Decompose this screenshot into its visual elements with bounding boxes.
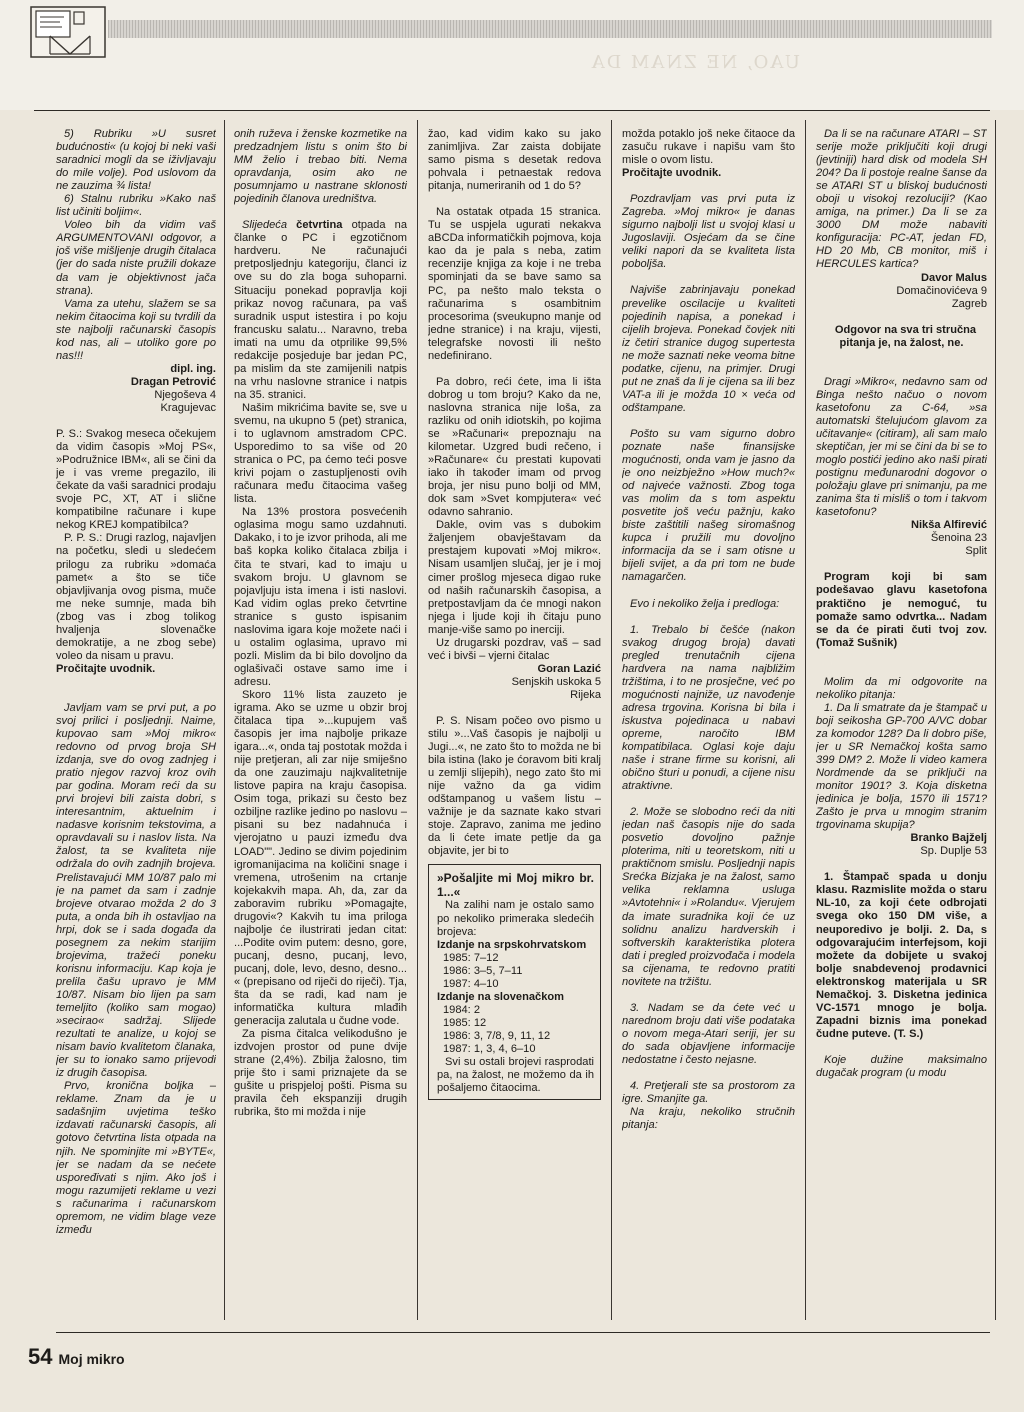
top-rule (34, 110, 990, 111)
box-year-line: 1986: 3–5, 7–11 (443, 964, 523, 977)
box-year-line: 1985: 7–12 (443, 951, 499, 964)
box-year-line: 1985: 12 (443, 1016, 487, 1029)
signature-name: Nikša Alfirević (910, 519, 987, 532)
column-divider (611, 120, 612, 1320)
signature-name: Goran Lazić (537, 662, 601, 675)
postscript: P. P. S.: Drugi razlog, najavljen na početku, sledi u sledećem prilogu za rubriku »domaća pamet« a što se tiče objavljivanja ovog pisma, muče me neke sumnje, mada bih (zbog vas i zbog tolikog hvaljenja slovenačke demokratije, a ne zbog sebe) voleo da nisam u pravu. (56, 532, 216, 662)
paragraph: Na ostatak otpada 15 stranica. Tu se uspjela ugurati nekakva aBCDa informatičkih pojmova, koja kao da je pala s neba, zatim recenzije knjiga za koje i ne treba spominjati da se bave samo sa PC, pa nešto malo teksta o računarima s osambitnim procesorima (sveukupno manje od jedne stranice) i na kraju, vijesti, telegrafske novosti ili nešto nedefinirano. (428, 206, 601, 362)
signature-street: Domačinovićeva 9 (896, 284, 987, 297)
paragraph: Na kraju, nekoliko stručnih pitanja: (622, 1106, 795, 1132)
editor-reply: Program koji bi sam podešavao glavu kasetofona praktično je nemoguć, tu pomaže samo odvrtka... Nadam se da će pirati čuti tvoj zov. (Tomaž Sušnik) (816, 571, 987, 649)
column-4 (622, 128, 795, 1340)
signature-name: Branko Bajželj (910, 832, 987, 845)
column-divider (805, 120, 806, 1320)
paragraph: Pa dobro, reći ćete, ima li išta dobrog u tom broju? Kako da ne, naslovna stranica nije loša, za razliku od onih idiotskih, po kojima se »Računari« prepoznaju na kilometar. Uzgred budi rečeno, i »Računare« ću prestati kupovati iako ih također imam od prvog broja, jer nisu puno bolji od MM, dok sam »Svet kompjutera« već odavno sahranio. (428, 375, 601, 519)
signature-city: Zagreb (951, 297, 987, 310)
paragraph: Dragi »Mikro«, nedavno sam od Binga nešto načuo o novom kasetofonu za C-64, »sa automatski štelujućom glavom za učitavanje« (citiram), ali sam malo skeptičan, jer mi se čini da bi se to moglo postići jedino ako naši pirati postignu međunarodni dogovor o položaju glave pri snimanju, pa me zanima šta ti misliš o tom i takvom kasetofonu? (816, 375, 987, 519)
page-folio (28, 1344, 125, 1370)
editor-reply: Pročitajte uvodnik. (56, 662, 156, 675)
signature-name: Dragan Petrović (130, 375, 216, 388)
postscript: P. S.: Svakog meseca očekujem da vidim časopis »Moj PS«, »Podružnice IBM«, ali se čini da je i vas vreme pregazilo, ili čekate da vaši saradnici prodaju svoje PC, XT, AT i slične kompatibilne računare i kupe nekog KREJ kompatibilca? (56, 428, 216, 532)
signature-street: Sp. Duplje 53 (920, 845, 987, 858)
bottom-rule (56, 1332, 990, 1333)
signature-city: Kragujevac (160, 401, 216, 414)
paragraph: Skoro 11% lista zauzeto je igrama. Ako se uzme u obzir broj čitalaca tipa »...kupujem vaš časopis jer ima najbolje prikaze igara...«, onda taj postotak možda i nije pretjeran, ali zar nije smiješno da one zauzimaju najkvalitetnije listove papira na kraju časopisa. Osim toga, prikazi su često bez ozbiljne razlike jedino po naslovu – pisani su bez nadahnuća i vjerojatno u pauzi između dva LOAD"". Jedino se divim pojedinim igromanijacima na količini snage i vremena, utrošenim na crtanje kojekakvih mapa. Ah, da, zar da zaboravim rubriku »Pomagajte, drugovi«? Kakvih tu ima priloga najbolje će ilustrirati jedan citat: ...Podite ovim putem: desno, gore, pucanj, desno, pucanj, levo, pucanj, dole, levo, desno, desno... « (prepisano od riječi do riječi). Tja, šta da se radi, kad nam je informatička kultura mlađih generacija zalutala u čudne vode. (234, 688, 407, 1028)
paragraph: 1. Trebalo bi češće (nakon svakog drugog broja) davati pregled trenutačnih cijena hardvera na nama najbližim tržištima, i to ne prosječne, već po mogućnosti najniže, uz navođenje adresa trgovina. Korisna bi bila i iskustva pojedinaca u nabavi opreme, naročito IBM kompatibilaca. Oglasi koje daju naše i strane firme su korisni, ali obično šturi u ponudi, a cijene nisu atraktivne. (622, 623, 795, 793)
paragraph: onih ruževa i ženske kozmetike na predzadnjem listu s onim što bi MM želio i trebao biti. Nema opravdanja, osim ako ne posumnjamo u nastrane sklonosti pojedinih članova uredništva. (234, 128, 407, 206)
paragraph: možda potaklo još neke čitaoce da zasuču rukave i napišu vam što misle o ovom listu. (622, 128, 795, 167)
column-3 (428, 128, 601, 1340)
paragraph: Koje dužine maksimalno dugačak program (u modu (816, 1053, 987, 1079)
signature-street: Njegoševa 4 (154, 388, 216, 401)
box-year-line: 1987: 4–10 (443, 977, 499, 990)
paragraph: Za pisma čitalca velikodušno je izdvojen prostor od pune dvije strane (2,4%). Zbilja žalosno, tim prije što i sami priznajete da se gušite u prispjeloj pošti. Pisma su pravila čeh ekspanziji drugih rubrika, što mi možda i nije (234, 1028, 407, 1119)
back-issues-box (428, 864, 601, 1100)
column-5 (816, 128, 987, 1340)
editor-reply: 1. Štampač spada u donju klasu. Razmislite možda o staru NL-10, za koji ćete odbrojati svega oko 150 DM više, a neuporedivo je bolji. 2. Da, s odgovarajućim interfejsom, koji možete da dobijete u svakoj bolje snabdevenoj prodavnici elektronskog materijala u SR Nemačkoj. 3. Disketna jedinica VC-1571 mnogo je bolja. Zapadni biznis ima ponekad čudne puteve. (T. S.) (816, 871, 987, 1040)
signature-street: Senjskih uskoka 5 (511, 675, 601, 688)
box-year-line: 1987: 1, 3, 4, 6–10 (443, 1043, 536, 1055)
box-title: »Pošaljite mi Moj mikro br. 1...« (437, 871, 594, 900)
signature-name: Davor Malus (921, 271, 987, 284)
paragraph: žao, kad vidim kako su jako zanimljiva. Zar zaista dobijate samo pisma s desetak redova pohvala i petnaestak redova pitanja, numeriranih od 1 do 5? (428, 128, 601, 193)
column-divider (995, 120, 996, 1320)
paragraph: Vama za utehu, slažem se sa nekim čitaocima koji su tvrdili da ste najbolji računarski časopis kod nas, ali – utoliko gore po nas!!! (56, 297, 216, 362)
header-stripe (108, 20, 992, 38)
paragraph: Slijedeća četvrtina otpada na članke o PC i egzotičnom hardveru. Ne računajući pretposljednju kategoriju, članci iz ove su do zla boga suhoparni. Situaciju ponekad popravlja koji prikaz novog računara, pa vaš suradnik usput istestira i po koju francusku salatu... Naravno, treba imati na umu da otprilike 99,5% redakcije posjeduje bar jedan PC, pa mislim da ste zamijenili natpis na vrhu naslovne stranice i natpis na 35. stranici. (234, 219, 407, 401)
paragraph: 3. Nadam se da ćete već u narednom broju dati više podataka o novom mega-Atari seriji, jer su do sada objavljene informacije nedostatne i često nejasne. (622, 1001, 795, 1066)
paragraph: Voleo bih da vidim vaš ARGUMENTOVANI odgovor, a još više mišljenje drugih čitalaca (jer do sada niste pružili dokaze da vam je objektivnost jača strana). (56, 219, 216, 297)
editor-reply: Odgovor na sva tri stručna pitanja je, na žalost, ne. (834, 323, 977, 349)
paragraph: Evo i nekoliko želja i predloga: (630, 597, 780, 610)
paragraph: Na 13% prostora posvećenih oglasima mogu samo uzdahnuti. Dakako, i to je izvor prihoda, ali me baš kopka koliko čitalaca zbilja i čita te stvari, kad to imaju u svakom broju. U glavnom se pojavljuju ista imena i isti naslovi. Kad vidim oglas preko četvrtine stranice s gusto ispisanim naslovima igara koje možete naći i u ostalim oglasima, upravo mi pozli. Mislim da bi bilo dovoljno da oglašivači ostave samo ime i adresu. (234, 506, 407, 688)
column-divider (224, 120, 225, 1320)
paragraph: Prvo, kronična boljka – reklame. Znam da je u sadašnjim uvjetima teško izdavati računarski časopis, ali gotovo četvrtina lista otpada na njih. Ne spominjite mi »BYTE«, jer se nadam da se nećete uspoređivati s njim. Ako još i mogu razumijeti reklame u vezi s računarima i računarskom opremom, ne vidim blage veze između (56, 1080, 216, 1236)
column-divider (417, 120, 418, 1320)
paragraph: Uz drugarski pozdrav, vaš – sad već i bivši – vjerni čitalac (428, 636, 601, 662)
paragraph: 2. Može se slobodno reći da niti jedan naš časopis nije do sada posvetio dovoljno pažnje ploterima, niti u teoretskom, niti u praktičnom smislu. Posljednji napis Srećka Bizjaka je na žalost, samo velika reklamna usluga »Avtotehni« i »Rolandu«. Vjerujem da imate suradnika koji će uz solidnu analizu hardverskih i softverskih karakteristika plotera dati i pregled proizvođača i modela sa cijenama, te redovno pratiti novitete na tržištu. (622, 806, 795, 988)
paragraph: 4. Pretjerali ste sa prostorom za igre. Smanjite ga. (622, 1080, 795, 1106)
envelope-letter-icon (30, 6, 106, 58)
editor-reply: Pročitajte uvodnik. (622, 167, 722, 180)
paragraph: Javljam vam se prvi put, a po svoj prilici i posljednji. Naime, kupovao sam »Moj mikro« redovno od prvog broja SH izdanja, sve do ovog zadnjeg i pratio njegov razvoj kroz ovih par godina. Moram reći da su prvi brojevi bili zaista dobri, s interesantnim, aktuelnim i nadasve korisnim tekstovima, a opravdavali su i naslov lista. Na žalost, ta se kvaliteta nije održala do ovih zadnjih brojeva. Prelistavajući MM 10/87 palo mi je na pamet da sam i zadnje brojeve otvarao možda 2 do 3 puta, a onda bih ih ostavljao na hrpi, dok se i sada događa da posegnem za nekim starijim brojevima, tražeći poneku korisnu informaciju. Kap koja je prelila čašu upravo je MM 10/87. Nisam bio lijen pa sam temeljito (koliko sam mogao) »secirao« sadržaj. Slijede rezultati te analize, u kojoj se nisam bavio kvalitetom članaka, jer su to ionako samo prijevodi iz drugih časopisa. (56, 701, 216, 1080)
paragraph: Pošto su vam sigurno dobro poznate naše finansijske mogućnosti, onda vam je jasno da je ono neizbježno »How much?« od najveće važnosti. Zbog toga vas molim da s tom aspektu posvetite još veću pažnju, kako biste zaštitili našeg siromašnog kupca i pružili mu dovoljno informacija da se i sam otisne u bijeli svijet, a da pri tom ne bude namagarčen. (622, 427, 795, 584)
paragraph: Pozdravljam vas prvi puta iz Zagreba. »Moj mikro« je danas sigurno najbolji list u svojoj klasi u Jugoslaviji. Osjećam da se čine veliki napori da se kvaliteta lista poboljša. (622, 193, 795, 271)
box-year-line: 1984: 2 (443, 1003, 481, 1016)
signature-city: Rijeka (570, 688, 601, 701)
paragraph: Da li se na računare ATARI – ST serije može priključiti koji drugi (jevtiniji) hard disk od modela SH 204? Da li postoje realne šanse da se ATARI ST u bliskoj budućnosti oboji u visokoj rezoluciji? (Kao amiga, na primer.) Da li se za 3000 DM može nabaviti konfiguracija: PC-AT, jedan FD, HD 20 Mb, CB monitor, miš i HERCULES kartica? (816, 128, 987, 271)
signature-street: Šenoina 23 (930, 532, 987, 545)
box-year-line: 1986: 3, 7/8, 9, 11, 12 (443, 1029, 551, 1042)
magazine-name: Moj mikro (58, 1351, 125, 1367)
header-title-bleed: UAO, NE ZNAM DA (589, 52, 800, 73)
paragraph: Najviše zabrinjavaju ponekad prevelike oscilacije u kvaliteti pojedinih napisa, a ponekad i cijelih brojeva. Ponekad čovjek niti iz četiri stranice dugog supertesta ne može saznati neke veoma bitne podatke, cijenu, na primjer. Drugi put ne znaš da li je cijena sa ili bez VAT-a ili je možda 10 × veća od odštampane. (622, 284, 795, 414)
column-2 (234, 128, 407, 1340)
postscript: P. S. Nisam počeo ovo pismo u stilu »...Vaš časopis je najbolji u Jugi...«, ne zato što to možda ne bi bila istina (lako je ćoravom biti kralj u zemlji slijepih), nego zato što mi nije važno da ga vidim odštampanog u vašem listu – važnije je da saznate kako stvari stoje. Zapravo, zanima me jedino da li ćete imate petlje da ga objavite, jer bi to (428, 714, 601, 858)
box-intro: Na zalihi nam je ostalo samo po nekoliko primeraka sledećih brojeva: (437, 899, 594, 938)
signature-title: dipl. ing. (170, 362, 216, 375)
box-heading: Izdanje na slovenačkom (437, 990, 565, 1003)
paragraph: 5) Rubriku »U susret budućnosti« (u kojoj bi neki vaši saradnici mogli da se iživljavaju do mile volje). Pod uslovom da ne zauzima ¾ lista! (56, 128, 216, 193)
paragraph: 6) Stalnu rubriku »Kako naš list učiniti boljim«. (56, 193, 216, 219)
signature-city: Split (965, 545, 987, 558)
box-outro: Svi su ostali brojevi rasprodati pa, na žalost, ne možemo da ih pošaljemo čitaocima. (437, 1056, 594, 1095)
page-number: 54 (28, 1344, 53, 1369)
box-heading: Izdanje na srpskohrvatskom (437, 938, 587, 951)
paragraph: Molim da mi odgovorite na nekoliko pitanja: (816, 675, 987, 701)
column-1 (56, 128, 216, 1340)
paragraph: Našim mikrićima bavite se, sve u svemu, na ukupno 5 (pet) stranica, i to uglavnom amstradom CPC. Usporedimo to sa više od 20 stranica o PC, pa ćemo teći posve krivi pojam o zastupljenosti ovih računara među čitaocima vašeg lista. (234, 401, 407, 506)
paragraph: Dakle, ovim vas s dubokim žaljenjem obavještavam da prestajem kupovati »Moj mikro«. Nisam usamljen slučaj, jer je i moj cimer prošlog mjeseca digao ruke od naših računarskih časopisa, a pretpostavljam da će mnogi nakon njega i ljude koji ih čitaju puno manje-više samo po inerciji. (428, 519, 601, 636)
paragraph: 1. Da li smatrate da je štampač u boji seikosha GP-700 A/VC dobar za komodor 128? Da li dobro piše, jer u SR Nemačkoj košta samo 399 DM? 2. Može li video kamera Nordmende da se priključi na monitor 1901? 3. Koja disketna jedinica je bolja, 1570 ili 1571? Zašto je prva u mnogim stranim trgovinama skupija? (816, 701, 987, 832)
